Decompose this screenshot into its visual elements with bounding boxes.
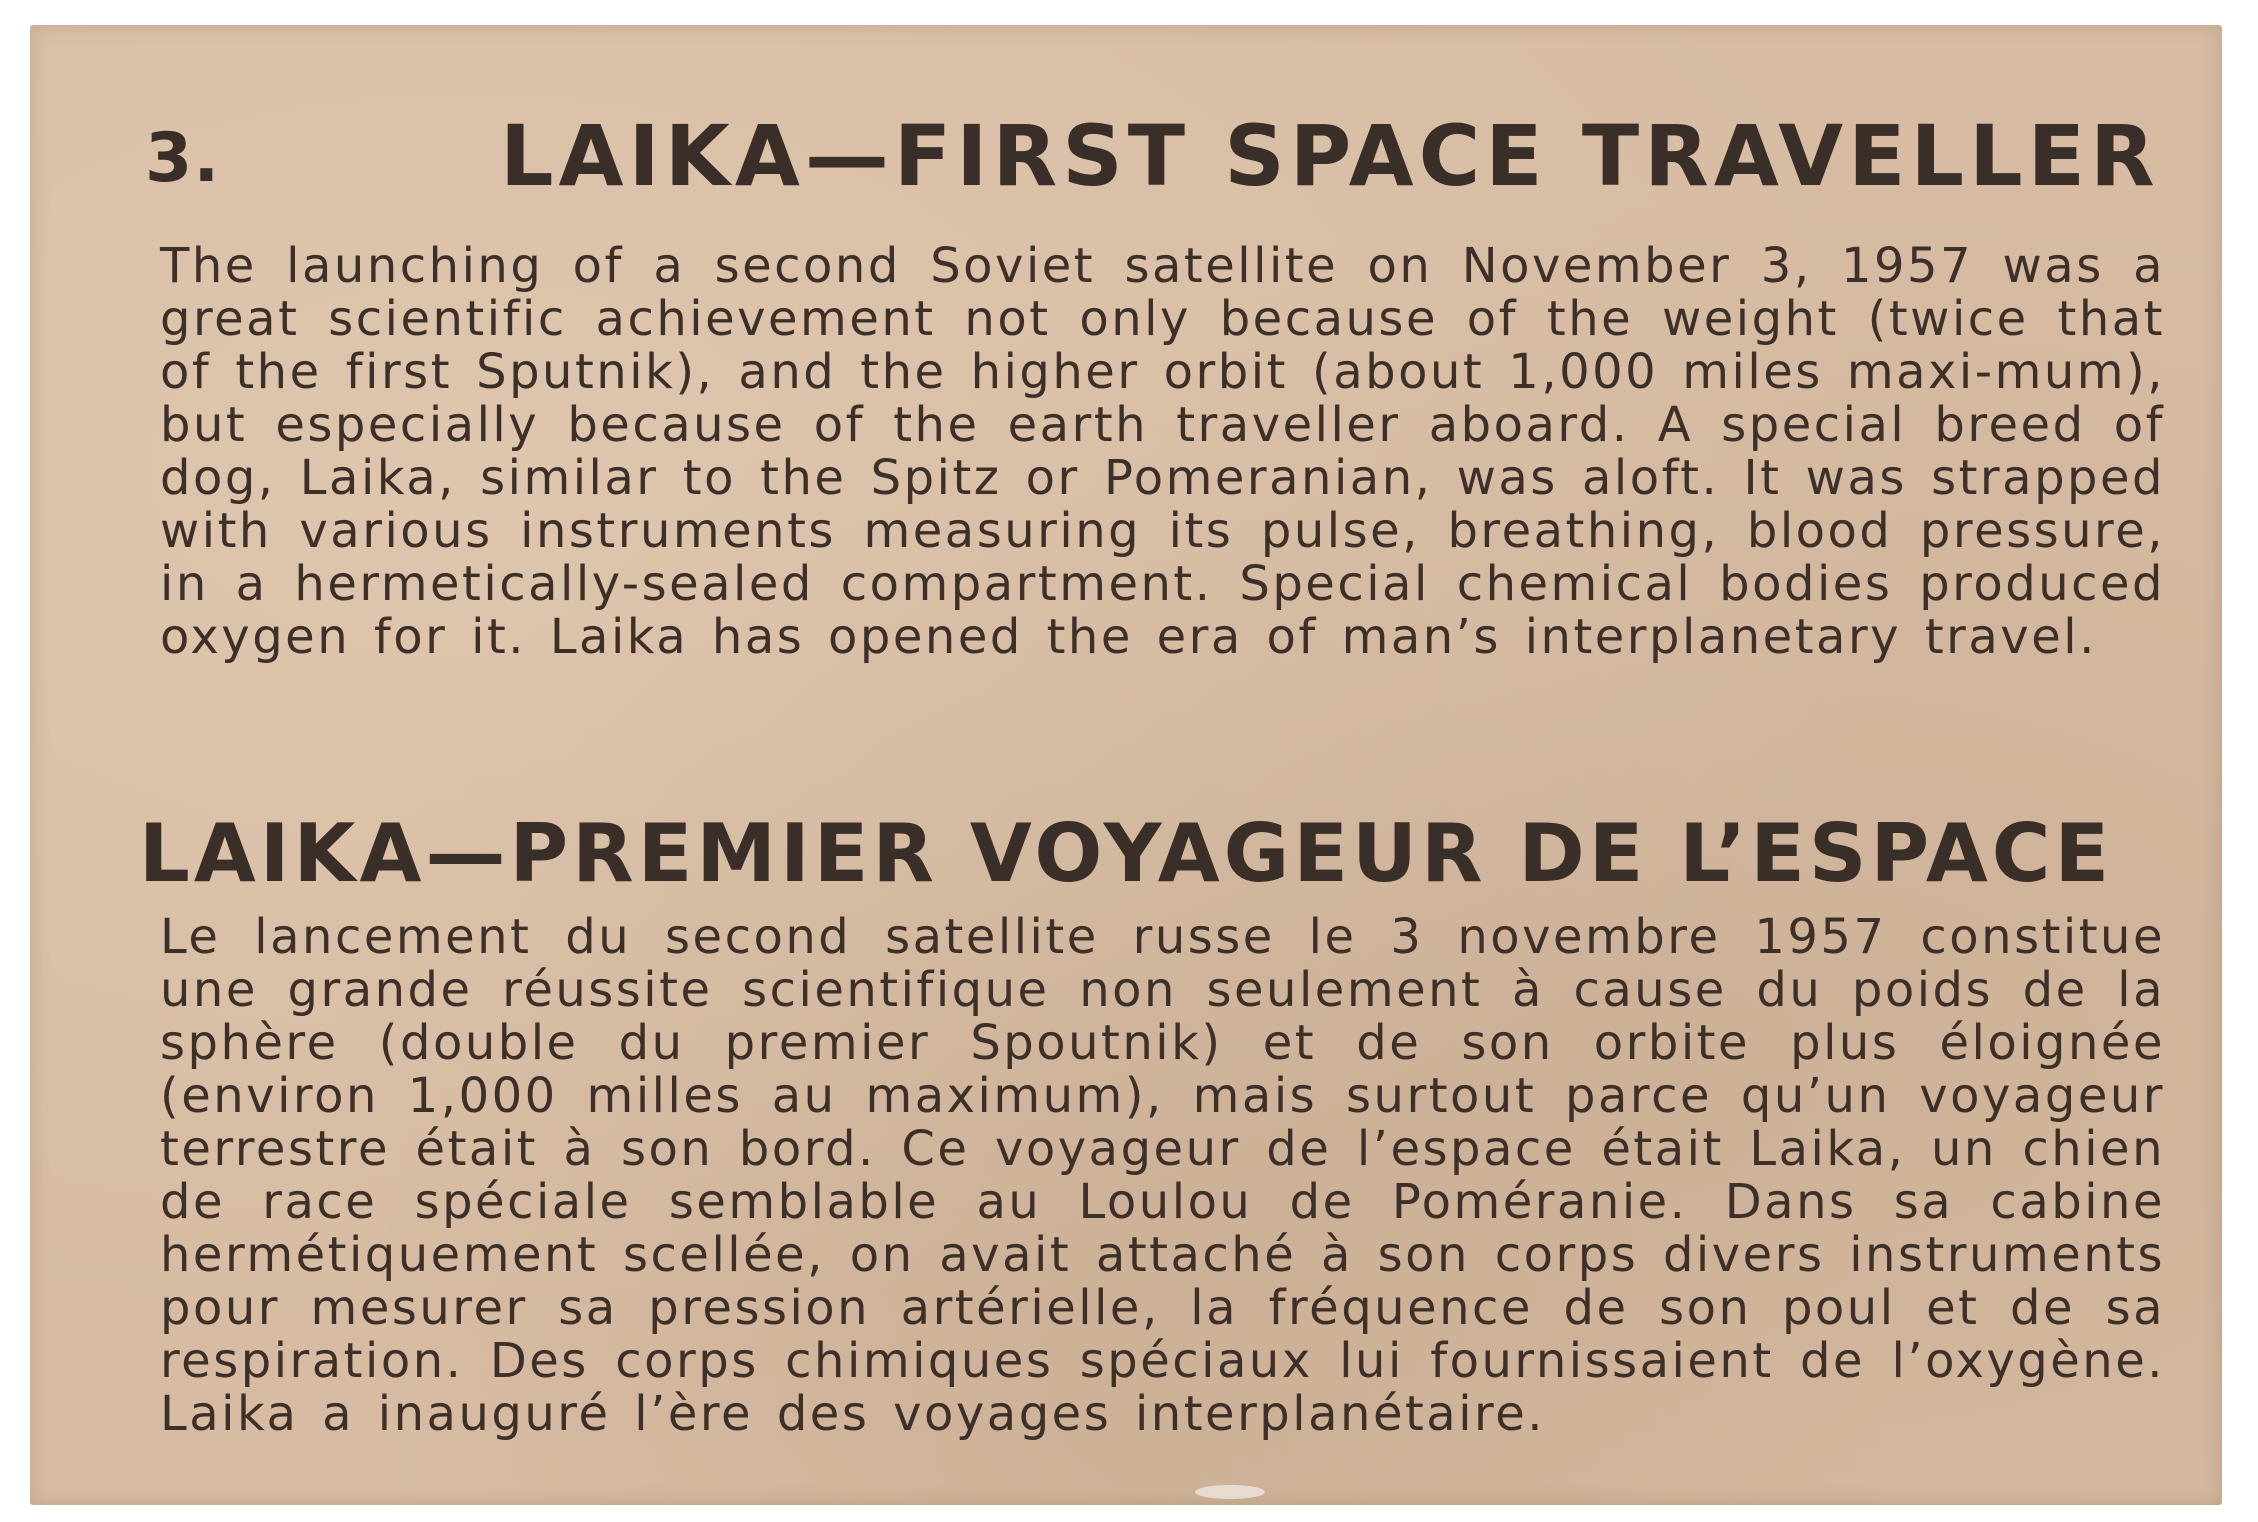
french-title: LAIKA—PREMIER VOYAGEUR DE L’ESPACE <box>138 807 2114 900</box>
french-body-text: Le lancement du second satellite russe le 3 novembre 1957 constitue une grande réussite scientifique non seulement à cause du poids de la sphère (double du premier Spoutnik) et de son orbite plus éloignée (environ 1,000 milles au maximum), mais surtout parce qu’un voyageur terrestre était à son bord. Ce voyageur de l’espace était Laika, un chien de race spéciale semblable au Loulou de Poméranie. Dans sa cabine hermétiquement scellée, on avait attaché à son corps divers instruments pour mesurer sa pression artérielle, la fréquence de son poul et de sa respiration. Des corps chimiques spéciaux lui fournissaient de l’oxygène. Laika a inauguré l’ère des voyages interplanétaire. <box>160 909 2165 1442</box>
card-number: 3. <box>145 119 221 198</box>
paper-blemish <box>1195 1485 1265 1499</box>
trading-card-back <box>30 25 2222 1505</box>
english-title: LAIKA—FIRST SPACE TRAVELLER <box>500 107 2160 205</box>
french-title-row <box>30 807 2222 900</box>
english-body-text: The launching of a second Soviet satellite on November 3, 1957 was a great scientific achievement not only because of the weight (twice that of the first Sputnik), and the higher orbit (about 1,000 miles maxi-mum), but especially because of the earth traveller aboard. A special breed of dog, Laika, similar to the Spitz or Pomeranian, was aloft. It was strapped with various instruments measuring its pulse, breathing, blood pressure, in a hermetically-sealed compartment. Special chemical bodies produced oxygen for it. Laika has opened the era of man’s interplanetary travel. <box>160 238 2165 665</box>
heading-row <box>30 107 2222 217</box>
